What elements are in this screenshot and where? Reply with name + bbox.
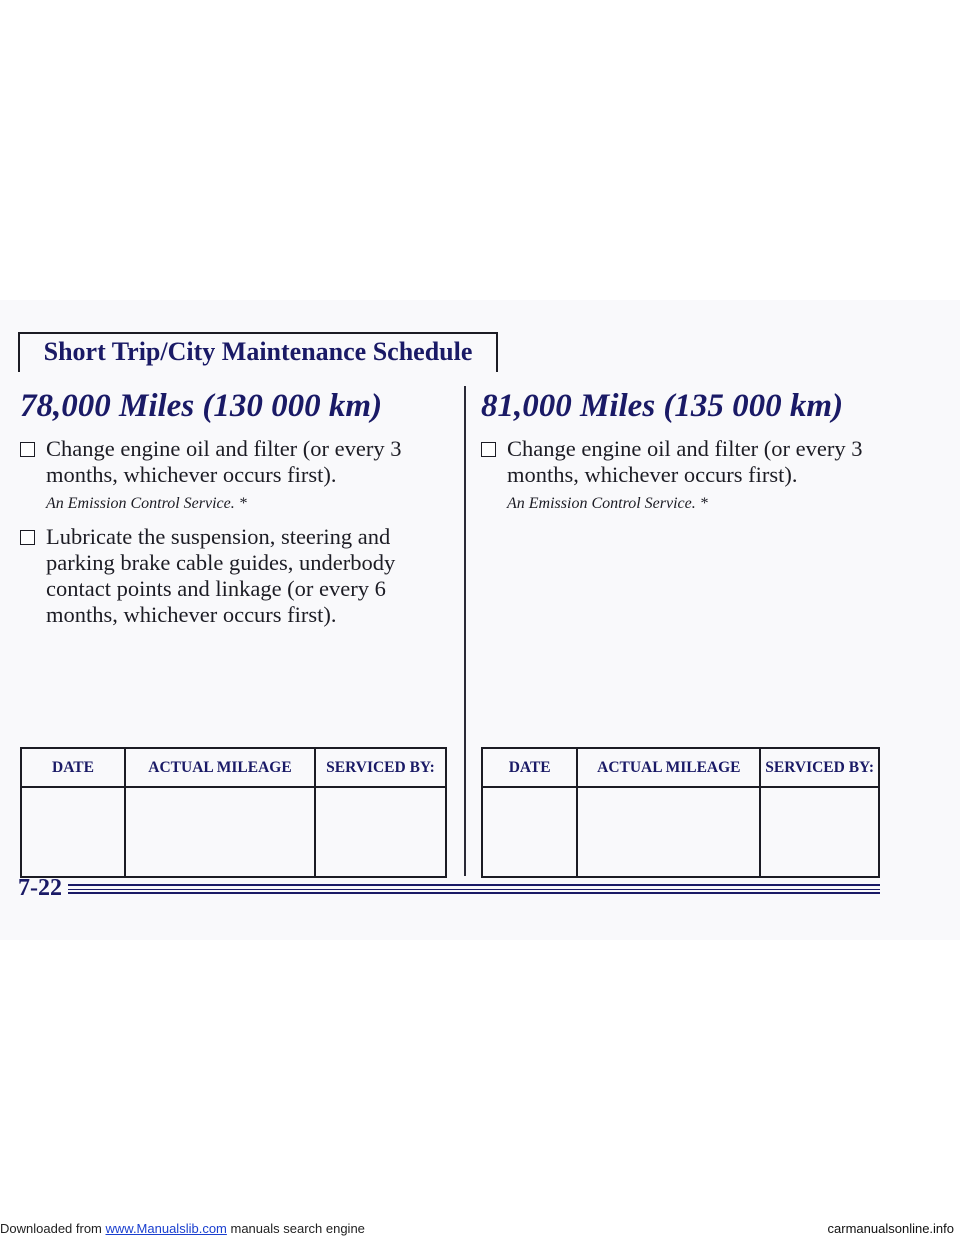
checklist-item: [20, 436, 440, 488]
checkbox-icon[interactable]: [481, 442, 496, 457]
date-cell[interactable]: [21, 787, 125, 877]
right-column: [481, 386, 901, 514]
table-row: [21, 787, 446, 877]
column-header-actual-mileage: ACTUAL MILEAGE: [577, 748, 760, 787]
table-row: [482, 787, 879, 877]
actual-mileage-cell[interactable]: [577, 787, 760, 877]
footer-rule: [68, 884, 880, 886]
checkbox-icon[interactable]: [20, 442, 35, 457]
download-footer: [0, 1221, 365, 1236]
section-title-tab: [18, 332, 498, 372]
emission-note: An Emission Control Service. *: [46, 495, 247, 512]
footer-rule: [68, 889, 880, 890]
date-cell[interactable]: [482, 787, 577, 877]
emission-note: An Emission Control Service. *: [507, 495, 708, 512]
checklist-item-text: Change engine oil and filter (or every 3 months, whichever occurs first).: [46, 436, 402, 487]
serviced-by-cell[interactable]: [315, 787, 446, 877]
table-header-row: [482, 748, 879, 787]
page-number: 7-22: [18, 875, 62, 901]
column-header-serviced-by: SERVICED BY:: [760, 748, 879, 787]
column-divider: [464, 386, 466, 876]
checklist-item-text: Change engine oil and filter (or every 3 months, whichever occurs first).: [507, 436, 863, 487]
service-log-table-right: [481, 747, 880, 878]
service-log-table-left: [20, 747, 447, 878]
footer-rule: [68, 892, 880, 894]
column-header-date: DATE: [21, 748, 125, 787]
column-header-serviced-by: SERVICED BY:: [315, 748, 446, 787]
footer-prefix: Downloaded from: [0, 1221, 106, 1236]
column-header-date: DATE: [482, 748, 577, 787]
manualslib-link[interactable]: www.Manualslib.com: [105, 1221, 227, 1236]
column-header-actual-mileage: ACTUAL MILEAGE: [125, 748, 315, 787]
footer-suffix: manuals search engine: [226, 1221, 365, 1236]
checkbox-icon[interactable]: [20, 530, 35, 545]
serviced-by-cell[interactable]: [760, 787, 879, 877]
left-column: [20, 386, 440, 628]
checklist-item: [20, 524, 440, 628]
checklist-item: [481, 436, 901, 488]
mileage-heading-81000: 81,000 Miles (135 000 km): [481, 388, 844, 424]
actual-mileage-cell[interactable]: [125, 787, 315, 877]
watermark: carmanualsonline.info: [827, 1221, 954, 1236]
table-header-row: [21, 748, 446, 787]
mileage-heading-78000: 78,000 Miles (130 000 km): [20, 388, 383, 424]
checklist-item-text: Lubricate the suspension, steering and parking brake cable guides, underbody contact points and linkage (or every 6 months, whichever occurs first).: [46, 524, 396, 627]
section-title: Short Trip/City Maintenance Schedule: [43, 337, 473, 366]
